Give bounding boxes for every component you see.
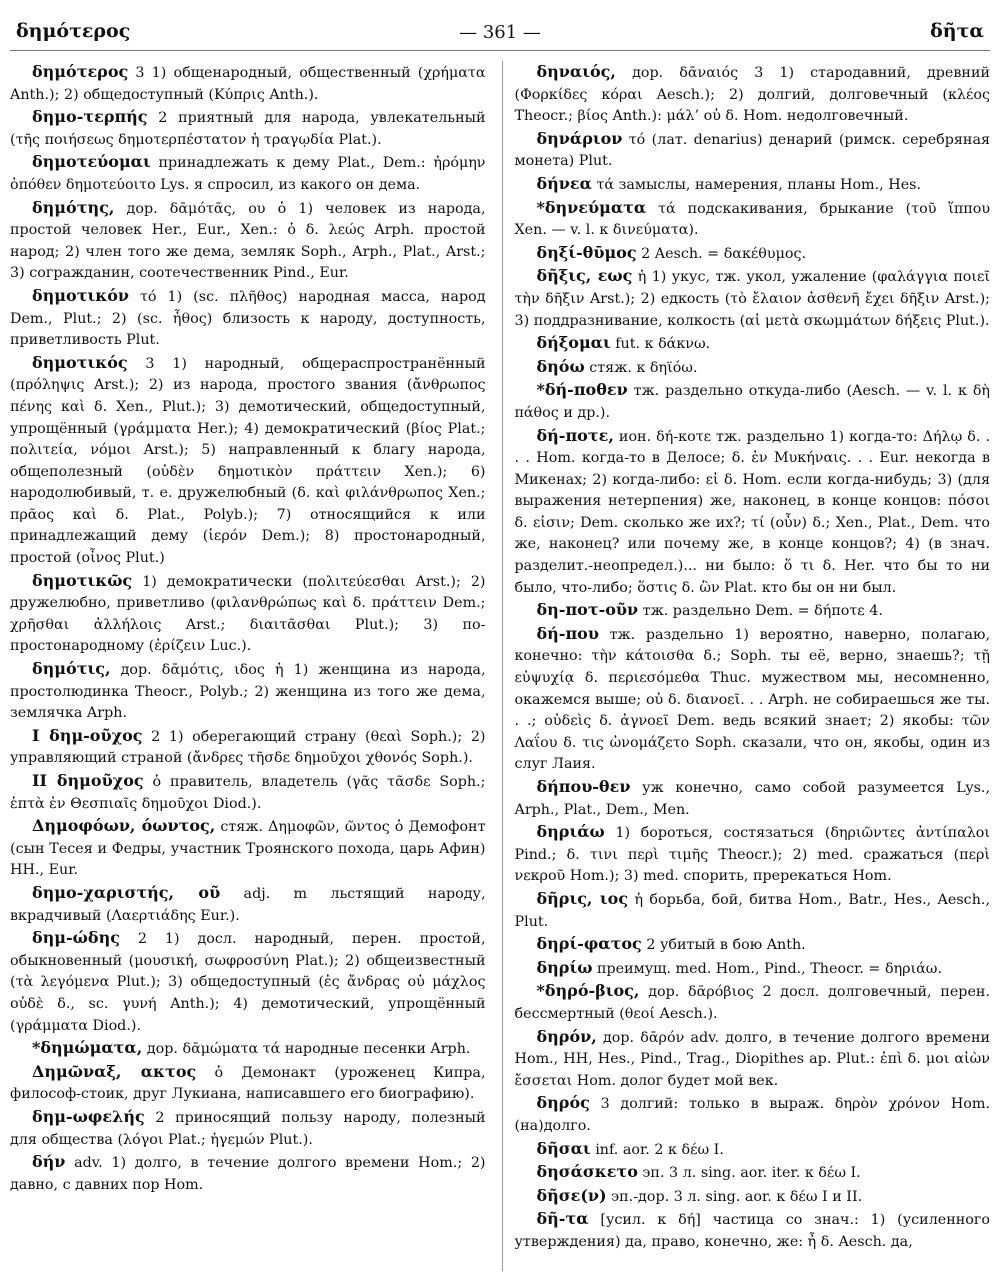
- entry-headword: δημότις,: [32, 659, 111, 679]
- entry-definition: τά замыслы, намерения, планы Hom., Hes.: [596, 176, 922, 193]
- entry-headword: δηναιός,: [536, 62, 616, 81]
- entry-headword: II δημοῦχος: [32, 771, 144, 790]
- dictionary-entry: [515, 1208, 991, 1253]
- dictionary-entry: [515, 265, 991, 332]
- entry-definition: 2 приносящий пользу народу, полезный для общества (λόγοι Plat.; ἡγεμών Plut.).: [10, 1109, 486, 1148]
- entry-definition: тж. раздельно 1) вероятно, наверно, полагаю, конечно: τὴν κάτοισθα δ.; Soph. ты её, верно, знаешь?; τῇ εὐψυχίᾳ δ. περιεσόμεθα Thuc. мужеством мы, несомненно, окажемся выше; οὐ δ. διανοεῖ. . . Arph. не собираешься же ты. . .; οὐδεὶς δ. ἀγνοεῖ Dem. ведь всякий знает; 2) якобы: τῶν Λαΐου δ. τις ὠνομάζετο Soph. сказали, что он, якобы, один из слуг Лаия.: [514, 626, 990, 773]
- dictionary-entry: [10, 882, 486, 927]
- dictionary-entry: [515, 1026, 991, 1093]
- entry-headword: δήξομαι: [536, 333, 611, 353]
- entry-headword: δηρί-φατος: [536, 934, 642, 954]
- entry-definition: τό (лат. denarius) денарий (римск. серебряная монета) Plut.: [514, 131, 990, 170]
- dictionary-entry: [515, 61, 991, 128]
- entry-headword: δηρίω: [536, 957, 593, 977]
- dictionary-entry: [10, 1037, 486, 1061]
- entry-definition: ἡ 1) укус, тж. укол, ужаление (φαλάγγια ποιεῖ τὴν δῆξιν Arst.); 2) едкость (τὸ ἔλαιον ἀσθενῆ ἔχει δῆξιν Arst.); 3) поддразнивание, колкость (αἱ μετὰ σκωμμάτων δήξεις Plut.).: [514, 269, 990, 329]
- dictionary-entry: [515, 379, 991, 424]
- entry-definition: 3 1) народный, общераспространённый (πρόληψις Arst.); 2) из народа, простого звания (ἄνθρωπος πένης καὶ δ. Xen., Plut.); 3) демотический, общедоступный, упрощённый (γράμματα Her.); 4) демократический (βίος Plat.; πολιτεία, νόμοι Arst.); 5) направленный к благу народа, общеполезный (οὐδὲν δημοτικὸν πράττειν Xen.); 6) народолюбивый, т. е. дружелюбный (δ. καὶ φιλάνθρωπος Xen.; πρᾶος καὶ δ. Plat., Polyb.); 7) относящийся к или принадлежащий дему (ἱερόν Dem.); 8) простонародный, простой (οἶνος Plut.): [10, 355, 486, 567]
- dictionary-entry: [515, 1092, 991, 1137]
- header-right-guideword: δῆτα: [930, 20, 984, 42]
- entry-headword: δῆσαι: [536, 1138, 591, 1158]
- dictionary-entry: [515, 888, 991, 933]
- dictionary-entry: [515, 599, 991, 623]
- entry-headword: δηνάριον: [536, 128, 623, 148]
- entry-definition: [усил. к δή] частица со знач.: 1) (усиленного утверждения) да, право, конечно, же: ἦ δ. Aesch. да,: [514, 1212, 990, 1250]
- entry-headword: δημότερος: [32, 62, 129, 81]
- entry-definition: τά подскакивания, брыкание (τοῦ ἵππου Xen. — v. l. к δινεύματα).: [514, 200, 990, 239]
- entry-definition: тж. раздельно Dem. = δήποτε 4.: [642, 603, 883, 620]
- dictionary-entry: [10, 927, 486, 1037]
- entry-definition: τό 1) (sc. πλῆθος) народная масса, народ Dem., Plut.; 2) (sc. ἦθος) близость к народу, доступность, приветливость Plut.: [10, 288, 486, 349]
- entry-headword: δή-που: [536, 623, 599, 643]
- dictionary-entry: [10, 1061, 486, 1106]
- right-column: [502, 61, 991, 1271]
- dictionary-entry: [10, 570, 486, 658]
- entry-headword: δήπου-θεν: [536, 777, 631, 796]
- entry-headword: δῆξις, εως: [536, 266, 633, 286]
- entry-definition: уж конечно, само собой разумеется Lys., Arph., Plat., Dem., Men.: [514, 780, 990, 818]
- entry-definition: дор. δᾱμώματα τά народные песенки Arph.: [146, 1041, 471, 1058]
- dictionary-entry: [515, 957, 991, 981]
- dictionary-entry: [515, 332, 991, 356]
- entry-definition: 2 1) досл. народный, перен. простой, обыкновенный (μουσική, σωφροσύνη Plat.); 2) общеизвестный (τὰ λεγόμενα Plut.); 3) общедоступный (ἐς ἄνδρας οὐ μάχλος οὐδὲ δ., sc. γυνή Anth.); 4) демотический, упрощённый (γράμματα Diod.).: [10, 931, 486, 1034]
- entry-definition: дор. δᾱρόν adv. долго, в течение долгого времени Hom., HH, Hes., Pind., Trag., Diopithes ap. Plut.: ἐπὶ δ. μοι αἰὼν ἔσσεται Hom. долог будет мой век.: [514, 1029, 990, 1089]
- entry-headword: δηρός: [536, 1093, 590, 1113]
- entry-definition: стяж. к δηϊόω.: [589, 359, 698, 376]
- dictionary-entry: [515, 776, 991, 821]
- entry-headword: δημοτικός: [32, 352, 128, 372]
- entry-definition: ὁ Демонакт (уроженец Кипра, философ-стоик, друг Лукиана, написавшего его биографию).: [10, 1064, 486, 1103]
- entry-definition: 3 1) общенародный, общественный (χρήματα Anth.); 2) общедоступный (Κύπρις Anth.).: [10, 65, 486, 103]
- dictionary-entry: [10, 770, 486, 815]
- entry-definition: 3 долгий: только в выраж. δηρὸν χρόνον Hom. (на)долго.: [514, 1096, 990, 1134]
- entry-definition: тж. раздельно откуда-либо (Aesch. — v. l. к δὴ πάθος и др.).: [514, 383, 990, 421]
- entry-definition: дор. δᾱμότᾱς, ου ὁ 1) человек из народа, простой человек Her., Eur., Xen.: ὁ δ. λεώς Arph. простой народ; 2) член того же дема, земляк Soph., Arph., Plat., Arst.; 3) согражданин, соотечественник Pind., Eur.: [10, 200, 486, 282]
- entry-definition: ἡ борьба, бой, битва Hom., Batr., Hes., Aesch., Plut.: [514, 891, 990, 930]
- page-header: [10, 14, 990, 51]
- entry-headword: δῆσε(ν): [536, 1185, 607, 1205]
- left-column: [10, 61, 486, 1271]
- dictionary-entry: [515, 425, 991, 600]
- entry-headword: δημοτικόν: [32, 285, 129, 305]
- entry-definition: преимущ. med. Hom., Pind., Theocr. = δηριάω.: [596, 960, 942, 977]
- entry-headword: *δηρό-βιος,: [536, 981, 640, 1001]
- dictionary-entry: [10, 197, 486, 285]
- dictionary-entry: [10, 658, 486, 725]
- entry-headword: δήνεα: [536, 173, 592, 193]
- entry-definition: 2 1) оберегающий страну (θεαὶ Soph.); 2) управляющий страной (ἄνδρες τῆσδε δημοῦχοι χθονός Soph.).: [10, 728, 486, 767]
- entry-headword: δημοτεύομαι: [32, 152, 151, 172]
- entry-headword: δή-ποτε,: [536, 425, 614, 445]
- entry-definition: эп. 3 л. sing. aor. iter. к δέω I.: [642, 1165, 861, 1182]
- entry-definition: дор. δᾱρόβιος 2 досл. долговечный, перен. бессмертный (θεοί Aesch.).: [514, 984, 990, 1022]
- dictionary-entry: [10, 352, 486, 570]
- entry-headword: δημ-ωφελής: [32, 1106, 145, 1126]
- dictionary-entry: [515, 623, 991, 776]
- dictionary-entry: [515, 1185, 991, 1209]
- dictionary-entry: [515, 1138, 991, 1162]
- entry-definition: ὁ правитель, владетель (γᾶς τᾶσδε Soph.; ἑπτὰ ἐν Θεσπιαῖς δημοῦχοι Diod.).: [10, 774, 486, 812]
- entry-headword: δηόω: [536, 356, 585, 376]
- entry-headword: δημοτικῶς: [32, 570, 133, 590]
- entry-definition: adj. m льстящий народу, вкрадчивый (Λαερτιάδης Eur.).: [10, 885, 486, 924]
- dictionary-entry: [10, 1151, 486, 1196]
- entry-definition: ион. δή-κοτε тж. раздельно 1) когда-то: Δήλῳ δ. . . . Hom. когда-то в Делосе; δ. ἐν Μυκήναις. . . Eur. некогда в Микенах; 2) когда-либо: εἰ δ. Hom. если когда-нибудь; 3) (для выражения нетерпения) же, наконец, в конце концов: πόσοι δ. εἰσιν; Dem. сколько же их?; τί (οὖν) δ.; Xen., Plat., Dem. что же, наконец? или почему же, в конце концов?; 4) (в знач. разделит.-неопредел.)... ни было: ὅ τι δ. Her. что бы то ни было, что-либо; ὅστις δ. ὢν Plat. кто бы он ни был.: [514, 428, 990, 596]
- dictionary-entry: [515, 197, 991, 242]
- dictionary-entry: [10, 106, 486, 151]
- dictionary-entry: [515, 173, 991, 197]
- dictionary-entry: [515, 821, 991, 888]
- dictionary-entry: [515, 980, 991, 1025]
- entry-definition: дор. δᾱμότις, ιδος ἡ 1) женщина из народа, простолюдинка Theocr., Polyb.; 2) женщина из того же дема, землячка Arph.: [10, 662, 486, 722]
- entry-headword: δημ-ώδης: [32, 928, 120, 948]
- entry-headword: δήν: [32, 1152, 66, 1172]
- entry-definition: 2 убитый в бою Anth.: [646, 937, 806, 954]
- entry-headword: δῆ-τα: [536, 1209, 589, 1229]
- dictionary-entry: [10, 725, 486, 770]
- entry-definition: 1) демократически (πολιτεύεσθαι Arst.); 2) дружелюбно, приветливо (φιλανθρώπως καὶ δ. πράττειν Dem.; χρῆσθαι ἀλλήλοις Arst.; διαιτᾶσθαι Plut.); 3) по-простонародному (ἐρίζειν Luc.).: [10, 573, 486, 655]
- dictionary-entry: [10, 815, 486, 882]
- entry-headword: I δημ-οῦχος: [32, 725, 143, 745]
- entry-headword: δηξί-θῡμος: [536, 242, 637, 262]
- dictionary-entry: [515, 128, 991, 173]
- dictionary-entry: [10, 285, 486, 352]
- entry-headword: *δημώματα,: [32, 1038, 143, 1058]
- dictionary-entry: [515, 933, 991, 957]
- entry-headword: δη-ποτ-οῦν: [536, 600, 639, 620]
- entry-definition: 2 приятный для народа, увлекательный (τῆς ποιήσεως δημοτερπέστατον ἡ τραγῳδία Plat.).: [10, 110, 486, 148]
- entry-headword: δηριάω: [536, 822, 605, 842]
- entry-headword: δῆρις, ιος: [536, 888, 629, 908]
- two-column-body: [10, 61, 990, 1271]
- entry-headword: δηρόν,: [536, 1026, 597, 1046]
- entry-headword: δημότης,: [32, 197, 115, 217]
- dictionary-entry: [10, 151, 486, 196]
- entry-definition: дор. δᾱναιός 3 1) стародавний, древний (Φορκίδες κόραι Aesch.); 2) долгий, долговечный (κλέος Theocr.; βίος Anth.): μάλ’ οὐ δ. Hom. недолговечный.: [514, 65, 990, 125]
- entry-definition: принадлежать к дему Plat., Dem.: ἠρόμην ὁπόθεν δημοτεύοιτο Lys. я спросил, из какого он дема.: [10, 155, 486, 193]
- entry-headword: δησάσκετο: [536, 1162, 638, 1182]
- entry-headword: *δή-ποθεν: [536, 380, 628, 400]
- dictionary-entry: [10, 61, 486, 106]
- dictionary-entry: [515, 242, 991, 266]
- entry-definition: 2 Aesch. = δακέθυμος.: [641, 245, 807, 262]
- header-left-guideword: δημότερος: [16, 20, 131, 42]
- entry-headword: δημο-χαριστής, οῦ: [32, 882, 221, 902]
- entry-definition: fut. к δάκνω.: [615, 336, 711, 353]
- entry-definition: inf. aor. 2 к δέω I.: [595, 1141, 724, 1158]
- entry-headword: δημο-τερπής: [32, 107, 148, 127]
- entry-definition: стяж. Δημοφῶν, ῶντος ὁ Демофонт (сын Тесея и Федры, участник Троянского похода, царь Афин) HH., Eur.: [10, 819, 486, 879]
- dictionary-entry: [10, 1106, 486, 1151]
- page-number: — 361 —: [459, 22, 541, 43]
- dictionary-entry: [515, 356, 991, 380]
- dictionary-entry: [515, 1161, 991, 1185]
- entry-definition: 1) бороться, состязаться (δηριῶντες ἀντίπαλοι Pind.; δ. τινι περὶ τιμῆς Theocr.); 2) med. сражаться (περὶ νεκροῦ Hom.); 3) med. спорить, пререкаться Hom.: [514, 825, 990, 885]
- entry-headword: Δημῶναξ, ακτος: [32, 1061, 197, 1081]
- entry-headword: *δηνεύματα: [536, 197, 647, 217]
- entry-headword: Δημοφόων, όωντος,: [32, 816, 216, 836]
- entry-definition: эп.-дор. 3 л. sing. aor. к δέω I и II.: [611, 1188, 863, 1205]
- entry-definition: adv. 1) долго, в течение долгого времени Hom.; 2) давно, с давних пор Hom.: [10, 1155, 486, 1193]
